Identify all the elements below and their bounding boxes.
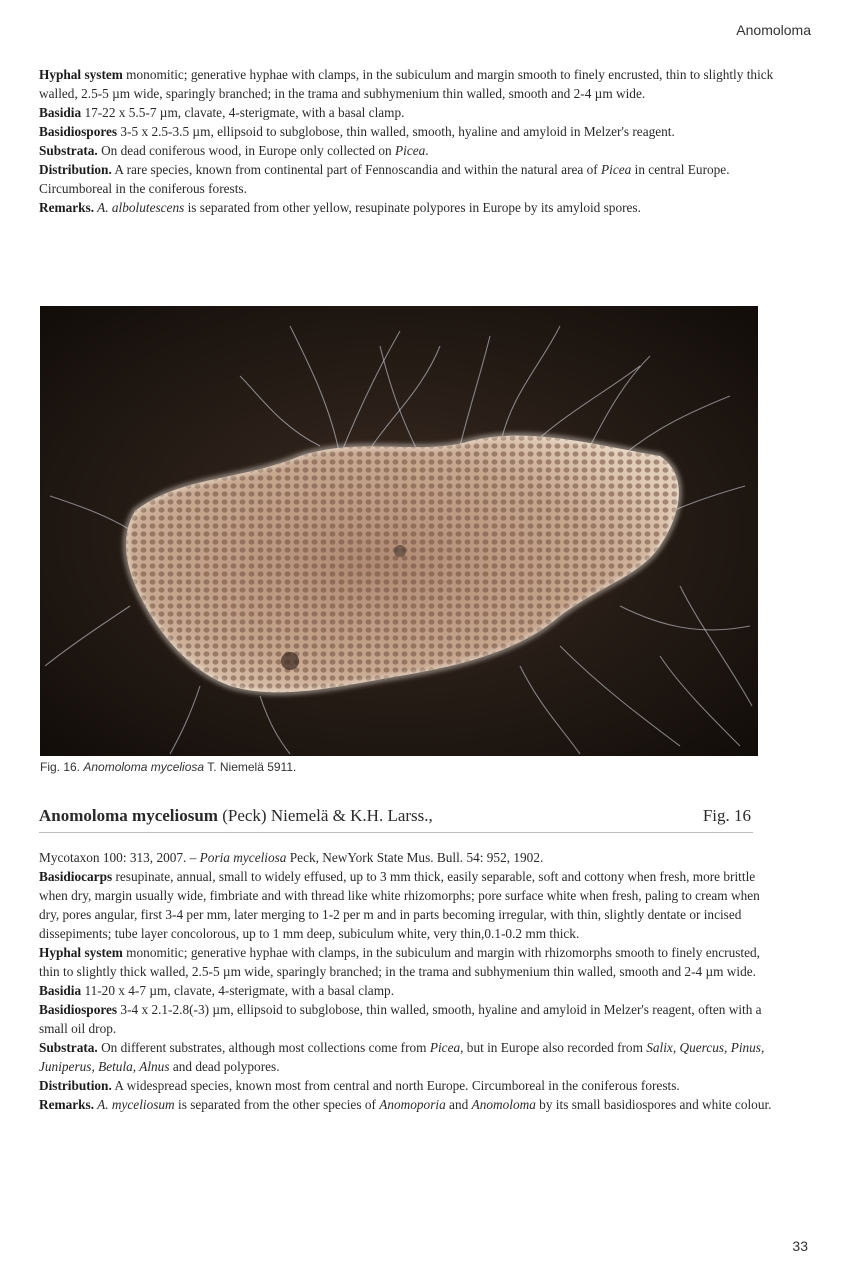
distribution-paragraph: Distribution. A rare species, known from continental part of Fennoscandia and within the natural area of Picea in central Europe. Circumboreal in the coniferous forests.	[39, 162, 730, 196]
basidiospores-paragraph: Basidiospores 3-5 x 2.5-3.5 µm, ellipsoid to subglobose, thin walled, smooth, hyaline and amyloid in Melzer's reagent.	[39, 124, 675, 139]
remarks-paragraph: Remarks. A. albolutescens is separated from other yellow, resupinate polypores in Europe by its amyloid spores.	[39, 200, 641, 215]
figure-reference: Fig. 16	[702, 806, 751, 825]
species-name: Anomoloma myceliosum (Peck) Niemelä & K.H. Larss.,	[39, 806, 433, 825]
basidia-paragraph: Basidia 17-22 x 5.5-7 µm, clavate, 4-sterigmate, with a basal clamp.	[39, 105, 405, 120]
citation-paragraph: Mycotaxon 100: 313, 2007. – Poria myceliosa Peck, NewYork State Mus. Bull. 54: 952, 1902.	[39, 850, 544, 865]
basidia-paragraph: Basidia 11-20 x 4-7 µm, clavate, 4-sterigmate, with a basal clamp.	[39, 983, 395, 998]
page-number: 33	[792, 1238, 808, 1254]
basidiospores-paragraph: Basidiospores 3-4 x 2.1-2.8(-3) µm, ellipsoid to subglobose, thin walled, smooth, hyaline and amyloid in Melzer's reagent, often with a small oil drop.	[39, 1002, 762, 1036]
species-description	[39, 848, 774, 1114]
top-description	[39, 65, 774, 217]
substrata-paragraph: Substrata. On different substrates, although most collections come from Picea, but in Europe also recorded from Salix, Quercus, Pinus, Juniperus, Betula, Alnus and dead polypores.	[39, 1040, 765, 1074]
running-title: Anomoloma	[736, 22, 811, 38]
species-heading	[39, 806, 753, 833]
hyphal-system-paragraph: Hyphal system monomitic; generative hyphae with clamps, in the subiculum and margin with rhizomorphs smooth to finely encrusted, thin to slightly thick walled, 2.5-5 µm wide, sparingly branched; in the trama and subhymenium thin walled, smooth and 2-4 µm wide.	[39, 945, 760, 979]
basidiocarps-paragraph: Basidiocarps resupinate, annual, small to widely effused, up to 3 mm thick, easily separable, soft and cottony when fresh, more brittle when dry, margin usually wide, fimbriate and with thread like white rhizomorphs; pore surface white when fresh, paling to cream when dry, pores angular, first 3-4 per mm, later merging to 1-2 per m and in parts becoming irregular, with thin, slightly dentate or incised dissepiments; tube layer concolorous, up to 1 mm deep, subiculum white, very thin,0.1-0.2 mm thick.	[39, 869, 760, 941]
hyphal-system-paragraph: Hyphal system monomitic; generative hyphae with clamps, in the subiculum and margin smooth to finely encrusted, thin to slightly thick walled, 2.5-5 µm wide, sparingly branched; in the trama and subhymenium thin walled, smooth and 2-4 µm wide.	[39, 67, 774, 101]
fungus-photo	[40, 306, 758, 756]
distribution-paragraph: Distribution. A widespread species, known most from central and north Europe. Circumboreal in the coniferous forests.	[39, 1078, 680, 1093]
substrata-paragraph: Substrata. On dead coniferous wood, in Europe only collected on Picea.	[39, 143, 429, 158]
remarks-paragraph: Remarks. A. myceliosum is separated from the other species of Anomoporia and Anomoloma by its small basidiospores and white colour.	[39, 1097, 772, 1112]
figure-caption: Fig. 16. Anomoloma myceliosa T. Niemelä 5911.	[40, 760, 297, 774]
